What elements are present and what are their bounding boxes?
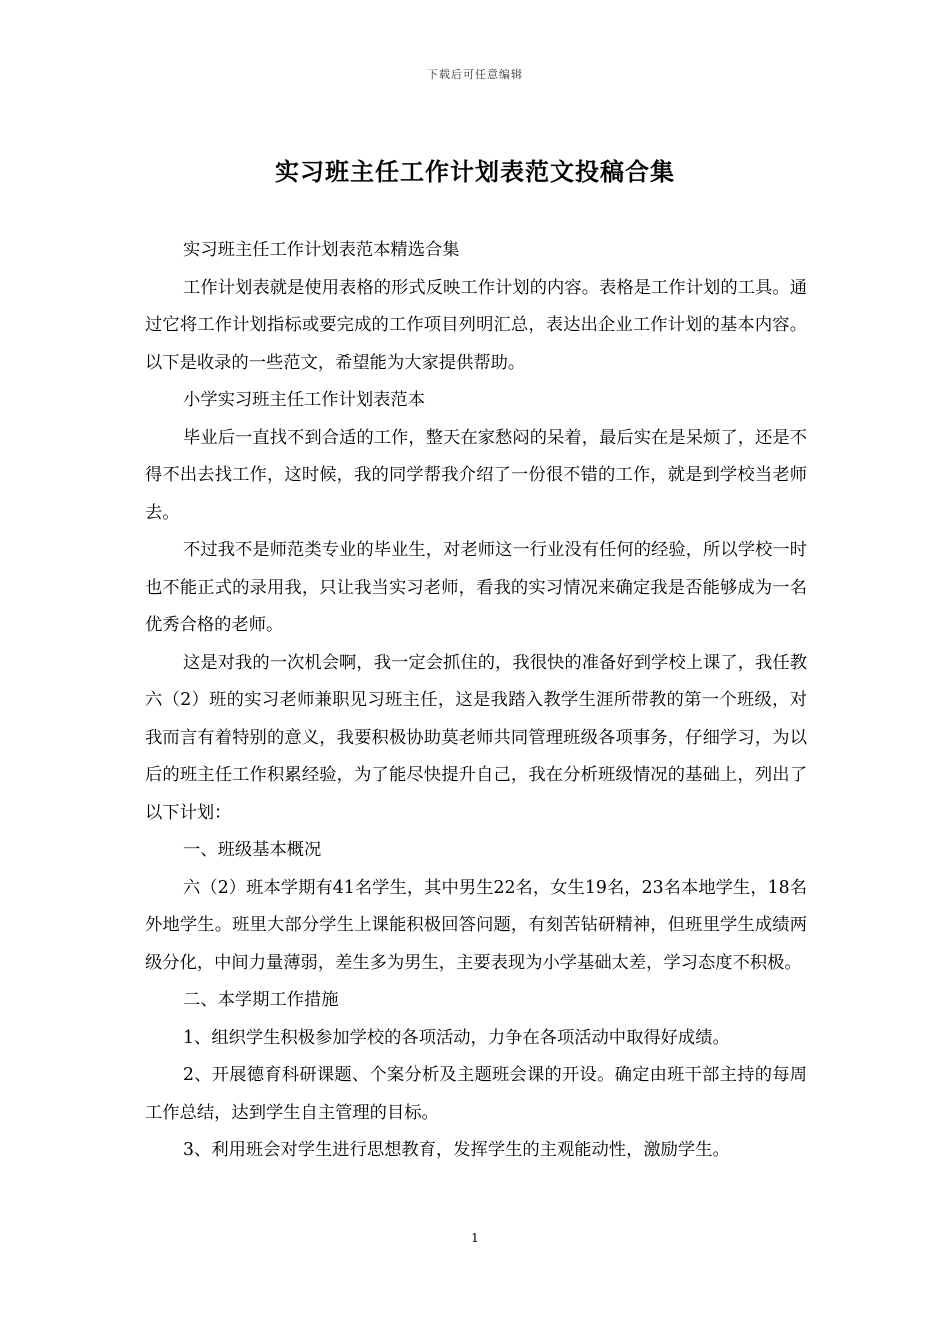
- heading-class-overview: 一、班级基本概况: [183, 840, 322, 860]
- document-body: [145, 232, 807, 1170]
- paragraph-subtitle: 实习班主任工作计划表范本精选合集: [183, 240, 460, 260]
- paragraph: 不过我不是师范类专业的毕业生，对老师这一行业没有任何的经验，所以学校一时也不能正式的录用我，只让我当实习老师，看我的实习情况来确定我是否能够成为一名优秀合格的老师。: [145, 540, 807, 635]
- heading-work-measures: 二、本学期工作措施: [183, 990, 339, 1010]
- list-item: 2、开展德育科研课题、个案分析及主题班会课的开设。确定由班干部主持的每周工作总结，达到学生自主管理的目标。: [145, 1065, 807, 1123]
- document-title: 实习班主任工作计划表范文投稿合集: [275, 157, 675, 186]
- paragraph-intro: 工作计划表就是使用表格的形式反映工作计划的内容。表格是工作计划的工具。通过它将工作计划指标或要完成的工作项目列明汇总，表达出企业工作计划的基本内容。以下是收录的一些范文，希望能为大家提供帮助。: [145, 277, 807, 373]
- header-note: 下载后可任意编辑: [427, 68, 523, 81]
- paragraph: 这是对我的一次机会啊，我一定会抓住的，我很快的准备好到学校上课了，我任教六（2）班的实习老师兼职见习班主任，这是我踏入教学生涯所带教的第一个班级，对我而言有着特别的意义，我要积极协助莫老师共同管理班级各项事务，仔细学习，为以后的班主任工作积累经验，为了能尽快提升自己，我在分析班级情况的基础上，列出了以下计划：: [145, 652, 807, 823]
- paragraph-section-heading: 小学实习班主任工作计划表范本: [183, 390, 425, 410]
- paragraph: 毕业后一直找不到合适的工作，整天在家愁闷的呆着，最后实在是呆烦了，还是不得不出去找工作，这时候，我的同学帮我介绍了一份很不错的工作，就是到学校当老师去。: [145, 427, 807, 523]
- list-item: 3、利用班会对学生进行思想教育，发挥学生的主观能动性，激励学生。: [183, 1140, 730, 1160]
- list-item: 1、组织学生积极参加学校的各项活动，力争在各项活动中取得好成绩。: [183, 1027, 730, 1048]
- page-number: 1: [471, 1231, 479, 1245]
- paragraph: 六（2）班本学期有41名学生，其中男生22名，女生19名，23名本地学生，18名外地学生。班里大部分学生上课能积极回答问题，有刻苦钻研精神，但班里学生成绩两级分化，中间力量薄弱，差生多为男生，主要表现为小学基础太差，学习态度不积极。: [145, 877, 807, 973]
